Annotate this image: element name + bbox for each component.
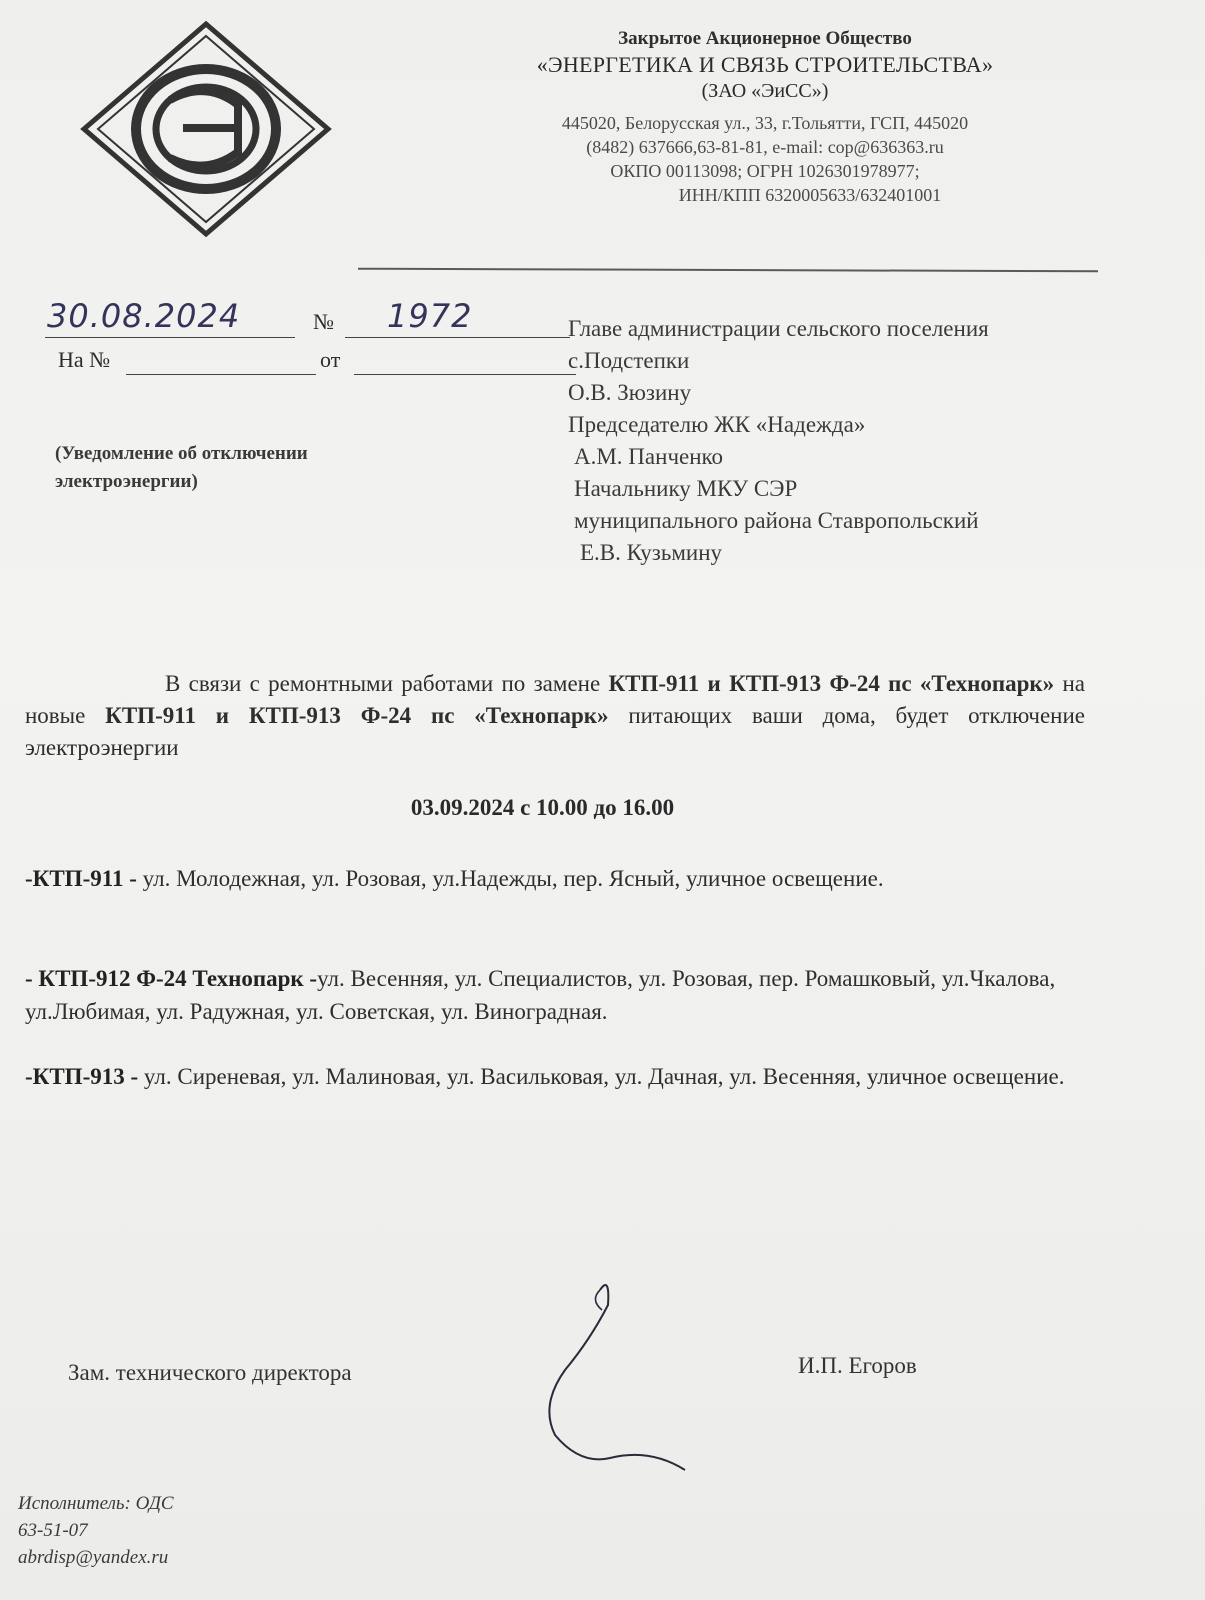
date-underline: [45, 337, 295, 338]
letter-subject: (Уведомление об отключении электроэнергии): [55, 443, 308, 492]
executor-info: [18, 1490, 174, 1571]
org-name: «ЭНЕРГЕТИКА И СВЯЗЬ СТРОИТЕЛЬСТВА»: [536, 52, 994, 77]
body-text-part: на новые: [25, 671, 1085, 728]
ref-number-line: [126, 374, 316, 375]
ktp-label: -КТП-913 -: [25, 1064, 144, 1089]
executor-phone: 63-51-07: [18, 1520, 88, 1541]
handwritten-signature: [530, 1270, 700, 1510]
letter-number: 1972: [387, 297, 473, 335]
org-contacts: (8482) 637666,63-81-81, e-mail: cop@636363.ru: [586, 137, 944, 157]
letter-date: 30.08.2024: [47, 297, 241, 335]
ref-label: На №: [58, 347, 111, 372]
header-divider: [358, 268, 1098, 273]
outage-date: 03.09.2024 с 10.00 до 16.00: [410, 795, 675, 820]
executor-email: abrdisp@yandex.ru: [18, 1547, 169, 1568]
letter-date-number: [45, 297, 535, 345]
ktp-streets: ул. Весенняя, ул. Специалистов, ул. Розовая, пер. Ромашковый, ул.Чкалова, ул.Любимая, ул. Радужная, ул. Советская, ул. Виноградная.: [25, 966, 1056, 1024]
signatory-name: И.П. Егоров: [798, 1353, 917, 1378]
signatory-title: Зам. технического директора: [68, 1360, 352, 1385]
body-bold-part: КТП-911 и КТП-913 Ф-24 пс «Технопарк»: [105, 703, 609, 728]
ktp-streets: ул. Сиреневая, ул. Малиновая, ул. Васильковая, ул. Дачная, ул. Весенняя, уличное освещение.: [143, 1064, 1065, 1089]
ref-from-label: от: [320, 347, 341, 372]
org-short-name: (ЗАО «ЭиСС»): [701, 80, 829, 102]
addressee-line: с.Подстепки: [568, 348, 690, 373]
body-text-part: В связи с ремонтными работами по замене: [165, 671, 609, 696]
ktp-label: - КТП-912 Ф-24 Технопарк -: [25, 966, 318, 991]
addressee-line: Начальнику МКУ СЭР: [574, 476, 798, 501]
addressee-block: [568, 313, 1168, 569]
addressee-line: муниципального района Ставропольский: [574, 508, 979, 533]
ktp-item: [25, 862, 1085, 895]
number-underline: [345, 337, 570, 338]
addressee-line: Е.В. Кузьмину: [580, 540, 722, 565]
body-text-part: питающих ваши дома, будет отключение электроэнергии: [25, 703, 1085, 760]
ktp-label: -КТП-911 -: [25, 866, 143, 891]
org-address: 445020, Белорусская ул., 33, г.Тольятти, ГСП, 445020: [561, 113, 969, 133]
addressee-line: Председателю ЖК «Надежда»: [568, 412, 866, 437]
ref-date-line: [354, 374, 576, 375]
letter-body: [25, 668, 1085, 764]
body-paragraph: [25, 668, 1085, 764]
org-type: Закрытое Акционерное Общество: [618, 28, 912, 49]
ktp-streets: ул. Молодежная, ул. Розовая, ул.Надежды, пер. Ясный, уличное освещение.: [142, 866, 884, 891]
org-inn: ИНН/КПП 6320005633/632401001: [678, 185, 942, 205]
number-sign: №: [313, 309, 334, 334]
addressee-line: О.В. Зюзину: [568, 380, 692, 405]
ktp-item: [25, 1060, 1085, 1093]
executor-label: Исполнитель: ОДС: [18, 1493, 174, 1514]
addressee-line: А.М. Панченко: [574, 444, 724, 469]
reference-row: [58, 343, 528, 379]
org-okpo: ОКПО 00113098; ОГРН 1026301978977;: [610, 161, 920, 181]
body-bold-part: КТП-911 и КТП-913 Ф-24 пс «Технопарк»: [608, 671, 1055, 696]
company-logo: [78, 20, 334, 238]
org-header: [470, 28, 1060, 207]
ktp-item: [25, 962, 1085, 1028]
addressee-line: Главе администрации сельского поселения: [568, 316, 989, 341]
